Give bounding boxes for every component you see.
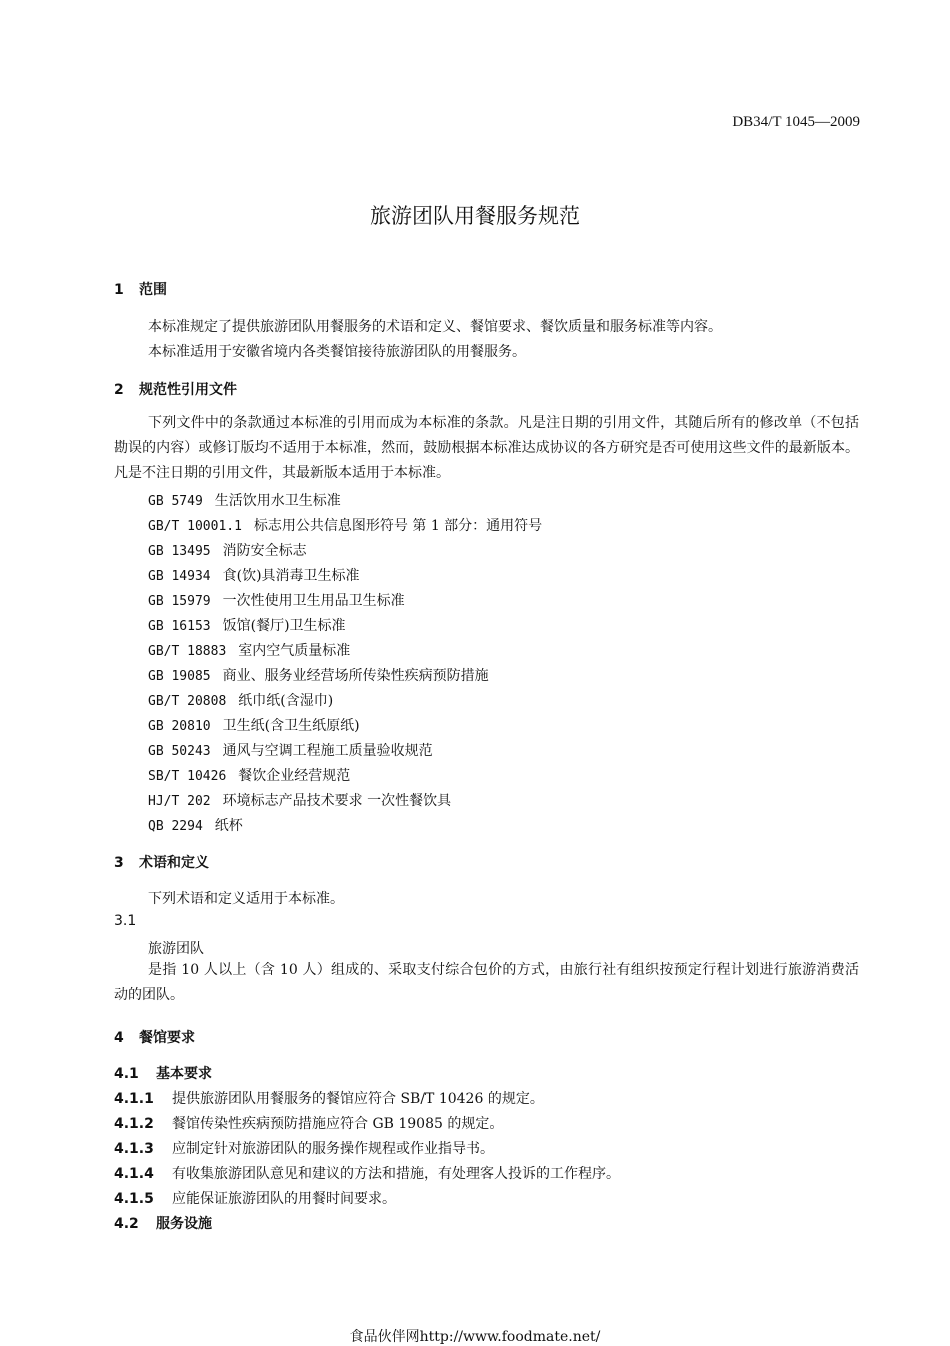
- section-number: 1: [114, 282, 124, 298]
- subsection-title: 基本要求: [156, 1066, 212, 1082]
- clause-number: 4.1.5: [114, 1191, 154, 1207]
- section-4-heading: [114, 1027, 195, 1047]
- reference-title: 室内空气质量标准: [238, 643, 351, 659]
- subsection-heading: [114, 1213, 212, 1233]
- reference-code: GB/T 18883: [148, 644, 227, 659]
- reference-code: GB 20810: [148, 719, 211, 734]
- document-number: DB34/T 1045—2009: [732, 114, 860, 130]
- paragraph: 本标准适用于安徽省境内各类餐馆接待旅游团队的用餐服务。: [148, 344, 526, 360]
- clause-item: [114, 1138, 494, 1158]
- reference-code: GB 14934: [148, 569, 211, 584]
- reference-code: GB 50243: [148, 744, 211, 759]
- reference-item: [148, 790, 451, 810]
- reference-title: 消防安全标志: [222, 543, 307, 559]
- clause-number: 4.1.2: [114, 1116, 154, 1132]
- reference-item: [148, 540, 307, 560]
- section-number: 4: [114, 1030, 124, 1046]
- clause-text: 餐馆传染性疾病预防措施应符合 GB 19085 的规定。: [172, 1116, 504, 1132]
- reference-title: 标志用公共信息图形符号 第 1 部分：通用符号: [253, 518, 543, 534]
- reference-item: [148, 640, 350, 660]
- reference-item: [148, 665, 489, 685]
- reference-title: 纸杯: [214, 818, 243, 834]
- reference-item: [148, 490, 341, 510]
- clause-number: 4.1.1: [114, 1091, 154, 1107]
- reference-code: GB 15979: [148, 594, 211, 609]
- section-number: 3: [114, 855, 124, 871]
- clause-item: [114, 1113, 503, 1133]
- subsection-number: 4.2: [114, 1216, 139, 1232]
- subsection-title: 服务设施: [156, 1216, 212, 1232]
- section-title: 术语和定义: [139, 855, 209, 871]
- term-definition: 是指 10 人以上（含 10 人）组成的、采取支付综合包价的方式，由旅行社有组织按预定行程计划进行旅游消费活动的团队。: [114, 962, 859, 1003]
- reference-item: [148, 690, 333, 710]
- subsection-heading: [114, 1063, 212, 1083]
- reference-item: [148, 765, 350, 785]
- paragraph: 下列术语和定义适用于本标准。: [148, 891, 344, 907]
- clause-number: 4.1.3: [114, 1141, 154, 1157]
- section-title: 餐馆要求: [139, 1030, 195, 1046]
- term-title: 旅游团队: [148, 941, 204, 957]
- section-1-heading: [114, 279, 167, 299]
- clause-item: [114, 1188, 396, 1208]
- section-title: 范围: [139, 282, 167, 298]
- reference-code: GB 13495: [148, 544, 211, 559]
- reference-title: 环境标志产品技术要求 一次性餐饮具: [222, 793, 452, 809]
- section-2-heading: [114, 379, 237, 399]
- reference-item: [148, 515, 542, 535]
- reference-code: HJ/T 202: [148, 794, 211, 809]
- reference-title: 餐饮企业经营规范: [238, 768, 351, 784]
- reference-code: GB 5749: [148, 494, 203, 509]
- reference-title: 通风与空调工程施工质量验收规范: [222, 743, 433, 759]
- reference-item: [148, 715, 360, 735]
- reference-title: 一次性使用卫生用品卫生标准: [222, 593, 405, 609]
- section-title: 规范性引用文件: [139, 382, 237, 398]
- reference-code: SB/T 10426: [148, 769, 227, 784]
- reference-item: [148, 815, 243, 835]
- reference-code: GB 19085: [148, 669, 211, 684]
- clause-item: [114, 1088, 544, 1108]
- reference-title: 纸巾纸(含湿巾): [238, 693, 334, 709]
- reference-title: 生活饮用水卫生标准: [214, 493, 341, 509]
- section-3-heading: [114, 852, 209, 872]
- reference-item: [148, 565, 360, 585]
- page-title: 旅游团队用餐服务规范: [370, 204, 580, 228]
- clause-text: 应能保证旅游团队的用餐时间要求。: [172, 1191, 396, 1207]
- reference-code: GB 16153: [148, 619, 211, 634]
- term-number: 3.1: [114, 913, 137, 929]
- footer-watermark: 食品伙伴网http://www.foodmate.net/: [349, 1329, 601, 1345]
- reference-title: 食(饮)具消毒卫生标准: [222, 568, 360, 584]
- reference-title: 饭馆(餐厅)卫生标准: [222, 618, 346, 634]
- paragraph: 下列文件中的条款通过本标准的引用而成为本标准的条款。凡是注日期的引用文件，其随后所有的修改单（不包括勘误的内容）或修订版均不适用于本标准，然而，鼓励根据本标准达成协议的各方研究是否可使用这些文件的最新版本。凡是不注日期的引用文件，其最新版本适用于本标准。: [114, 415, 859, 481]
- clause-text: 提供旅游团队用餐服务的餐馆应符合 SB/T 10426 的规定。: [172, 1091, 544, 1107]
- clause-number: 4.1.4: [114, 1166, 154, 1182]
- reference-item: [148, 615, 346, 635]
- section-number: 2: [114, 382, 124, 398]
- reference-code: QB 2294: [148, 819, 203, 834]
- reference-item: [148, 590, 405, 610]
- paragraph: 本标准规定了提供旅游团队用餐服务的术语和定义、餐馆要求、餐饮质量和服务标准等内容。: [148, 319, 722, 335]
- clause-item: [114, 1163, 620, 1183]
- reference-title: 商业、服务业经营场所传染性疾病预防措施: [222, 668, 489, 684]
- reference-code: GB/T 10001.1: [148, 519, 242, 534]
- reference-item: [148, 740, 433, 760]
- clause-text: 有收集旅游团队意见和建议的方法和措施，有处理客人投诉的工作程序。: [172, 1166, 620, 1182]
- subsection-number: 4.1: [114, 1066, 139, 1082]
- clause-text: 应制定针对旅游团队的服务操作规程或作业指导书。: [172, 1141, 494, 1157]
- reference-code: GB/T 20808: [148, 694, 227, 709]
- reference-title: 卫生纸(含卫生纸原纸): [222, 718, 360, 734]
